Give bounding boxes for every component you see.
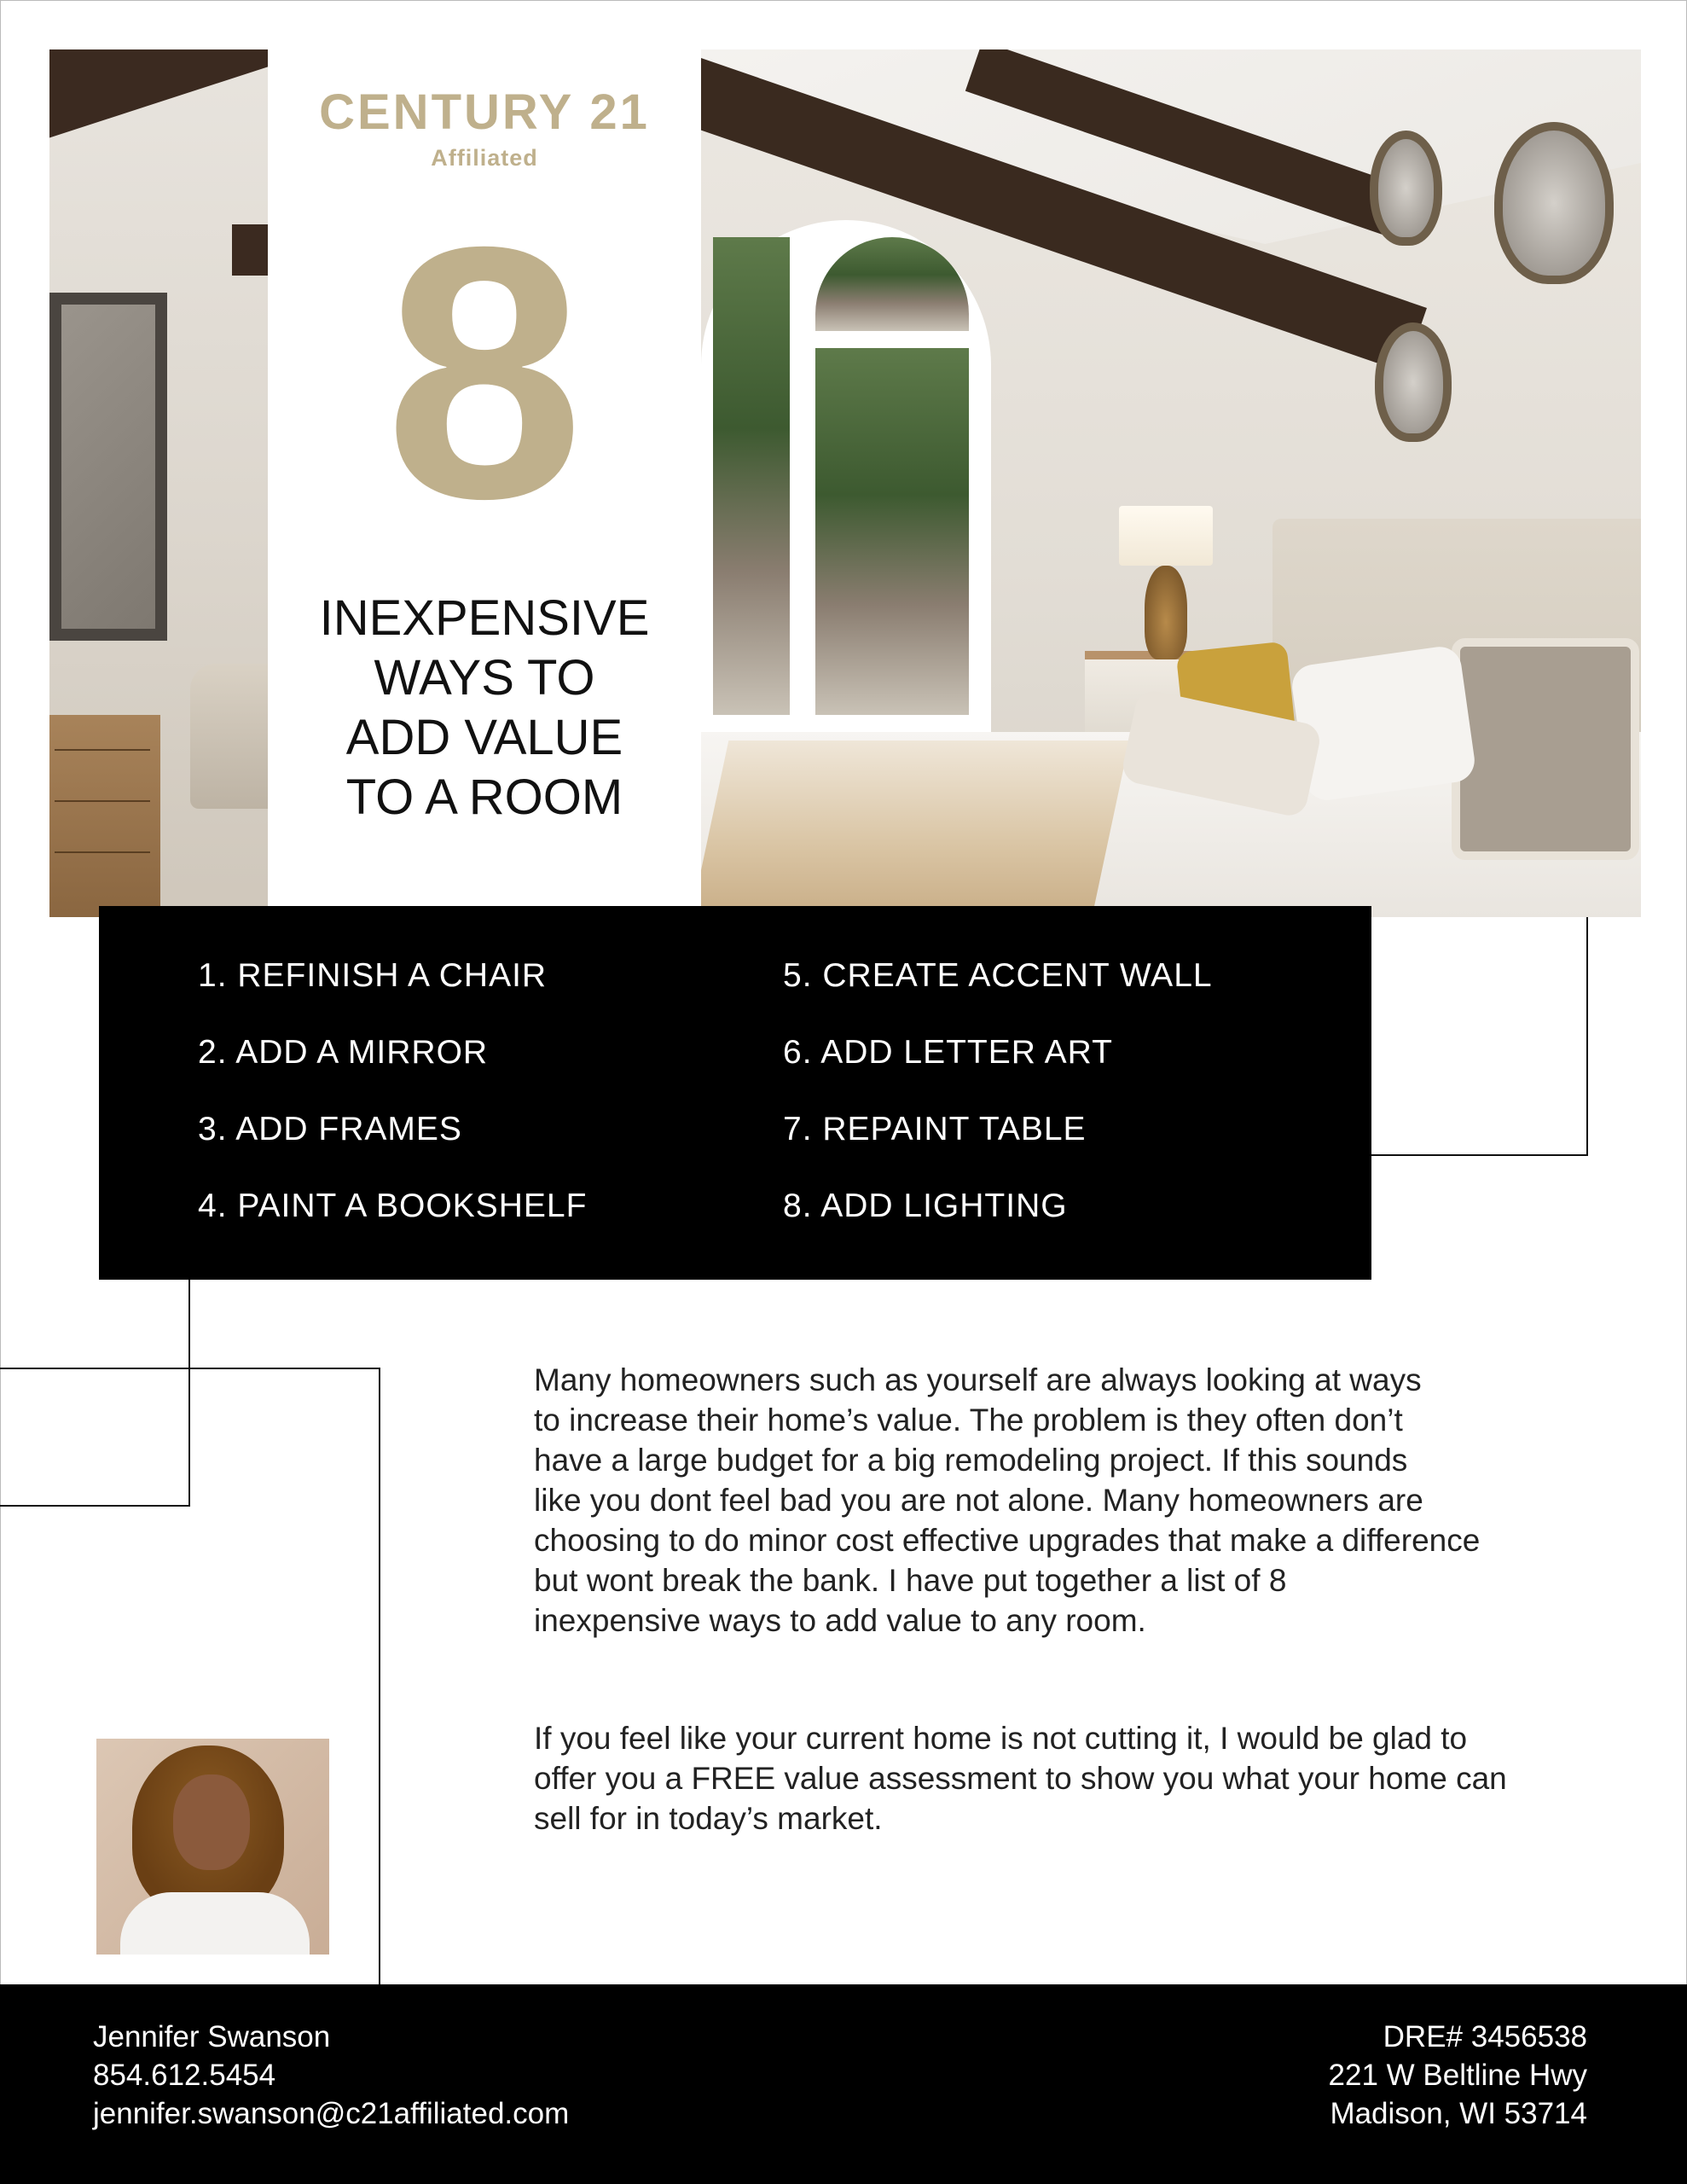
license-number: DRE# 3456538 [1383,2020,1587,2053]
tip-item: 5. CREATE ACCENT WALL [783,957,1213,994]
decor-line [379,1368,380,1984]
wall-mirror [1370,131,1442,246]
tips-list [99,906,1371,1280]
paragraph-line: but wont break the bank. I have put together a list of 8 [534,1563,1287,1598]
window-pane [815,237,969,331]
drawer-line [55,749,150,751]
lamp-shade [1119,506,1213,566]
decor-line [0,1368,380,1369]
paragraph-line: offer you a FREE value assessment to show you what your home can [534,1761,1507,1796]
decor-line [188,1278,190,1507]
pillow [1290,644,1477,803]
paragraph-line: like you dont feel bad you are not alone. Many homeowners are [534,1483,1423,1518]
brand-subtitle: Affiliated [431,145,538,171]
tip-item: 6. ADD LETTER ART [783,1034,1113,1071]
arched-window [701,220,991,817]
tip-item: 4. PAINT A BOOKSHELF [198,1188,588,1224]
paragraph-line: to increase their home’s value. The problem is they often don’t [534,1403,1403,1438]
headline [268,589,701,828]
wall-picture [49,293,167,641]
paragraph-line: If you feel like your current home is not cutting it, I would be glad to [534,1721,1468,1756]
paragraph-line: inexpensive ways to add value to any room. [534,1603,1146,1638]
decor-line [1370,1154,1588,1156]
decor-line [1586,917,1588,1156]
bed-throw [701,741,1129,917]
wall-mirror [1375,322,1452,442]
ceiling-beam [232,224,268,276]
headline-line: WAYS TO [374,650,595,706]
tip-item: 8. ADD LIGHTING [783,1188,1068,1224]
headline-line: INEXPENSIVE [319,590,650,646]
paragraph-line: Many homeowners such as yourself are always looking at ways [534,1362,1422,1397]
tip-item: 7. REPAINT TABLE [783,1111,1087,1147]
office-address-line1: 221 W Beltline Hwy [1328,2059,1587,2092]
headline-line: TO A ROOM [345,770,623,825]
headline-line: ADD VALUE [345,710,623,765]
agent-name: Jennifer Swanson [93,2020,331,2053]
tip-item: 2. ADD A MIRROR [198,1034,489,1071]
window-pane [713,237,790,715]
paragraph-line: have a large budget for a big remodeling project. If this sounds [534,1443,1408,1478]
intro-paragraph [534,1360,1574,1641]
agent-email: jennifer.swanson@c21affiliated.com [93,2097,570,2130]
armchair [190,664,268,809]
agent-phone: 854.612.5454 [93,2059,276,2092]
headline-number: 8 [385,173,584,573]
office-address-line2: Madison, WI 53714 [1330,2097,1587,2130]
lamp-base [1145,566,1187,659]
paragraph-line: sell for in today’s market. [534,1801,883,1836]
wall-mirror [1494,122,1614,284]
offer-paragraph [534,1718,1574,1838]
tip-item: 1. REFINISH A CHAIR [198,957,548,994]
paragraph-line: choosing to do minor cost effective upgrades that make a difference [534,1523,1481,1558]
tip-item: 3. ADD FRAMES [198,1111,462,1147]
window-pane [815,348,969,715]
decor-line [0,1505,190,1507]
ceiling-beam [49,49,268,143]
dresser [49,715,160,917]
footer [0,1984,1687,2184]
agent-photo [96,1739,329,1955]
hero-photo-bedroom [701,49,1641,917]
drawer-line [55,851,150,853]
title-panel [268,49,701,917]
pillow [1452,638,1639,860]
hero-photo-left [49,49,268,917]
brand-logo: CENTURY 21 [319,84,650,140]
drawer-line [55,800,150,802]
